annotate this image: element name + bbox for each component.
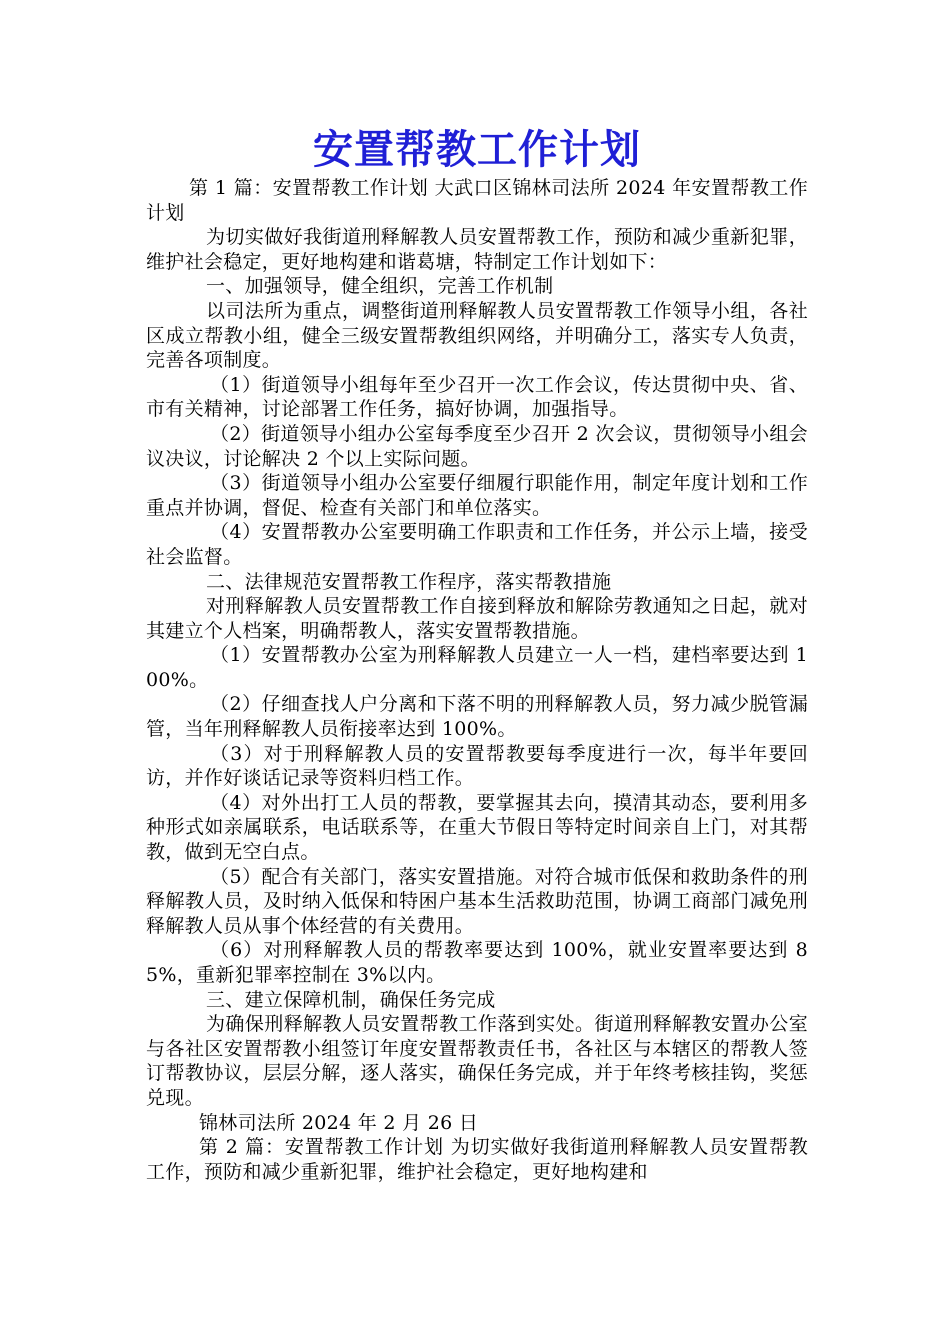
paragraph-section-heading-2: 第 2 篇：安置帮教工作计划 为切实做好我街道刑释解教人员安置帮教工作，预防和减少重新犯罪，维护社会稳定，更好地构建和 bbox=[146, 1136, 808, 1183]
list-item-part-2-1: （1）安置帮教办公室为刑释解教人员建立一人一档，建档率要达到 100%。 bbox=[146, 644, 808, 691]
list-item-part-1-1: （1）街道领导小组每年至少召开一次工作会议，传达贯彻中央、省、市有关精神，讨论部署工作任务，搞好协调，加强指导。 bbox=[146, 373, 808, 421]
list-item-part-1-3: （3）街道领导小组办公室要仔细履行职能作用，制定年度计划和工作重点并协调，督促、检查有关部门和单位落实。 bbox=[146, 472, 808, 519]
heading-part-3: 三、建立保障机制，确保任务完成 bbox=[206, 988, 496, 1011]
list-item-part-1-4: （4）安置帮教办公室要明确工作职责和工作任务，并公示上墙，接受社会监督。 bbox=[146, 521, 808, 568]
list-item-part-2-2: （2）仔细查找人户分离和下落不明的刑释解教人员，努力减少脱管漏管，当年刑释解教人员衔接率达到 100%。 bbox=[146, 693, 808, 741]
list-item-part-1-2: （2）街道领导小组办公室每季度至少召开 2 次会议，贯彻领导小组会议决议，讨论解决 2 个以上实际问题。 bbox=[146, 422, 808, 470]
paragraph-part-1-body: 以司法所为重点，调整街道刑释解教人员安置帮教工作领导小组，各社区成立帮教小组，健全三级安置帮教组织网络，并明确分工，落实专人负责，完善各项制度。 bbox=[146, 299, 808, 372]
paragraph-section-heading-1: 第 1 篇：安置帮教工作计划 大武口区锦林司法所 2024 年安置帮教工作计划 bbox=[146, 177, 808, 224]
heading-part-1: 一、加强领导，健全组织，完善工作机制 bbox=[206, 275, 554, 298]
list-item-part-2-6: （6）对刑释解教人员的帮教率要达到 100%，就业安置率要达到 85%，重新犯罪率控制在 3%以内。 bbox=[146, 939, 808, 986]
list-item-part-2-4: （4）对外出打工人员的帮教，要掌握其去向，摸清其动态，要利用多种形式如亲属联系，电话联系等，在重大节假日等特定时间亲自上门，对其帮教，做到无空白点。 bbox=[146, 791, 808, 864]
paragraph-intro: 为切实做好我街道刑释解教人员安置帮教工作，预防和减少重新犯罪，维护社会稳定，更好地构建和谐葛塘，特制定工作计划如下： bbox=[146, 226, 808, 273]
list-item-part-2-5: （5）配合有关部门，落实安置措施。对符合城市低保和救助条件的刑释解教人员，及时纳入低保和特困户基本生活救助范围，协调工商部门减免刑释解教人员从事个体经营的有关费用。 bbox=[146, 865, 808, 937]
document-body bbox=[146, 124, 808, 1184]
heading-part-2: 二、法律规范安置帮教工作程序，落实帮教措施 bbox=[206, 570, 612, 593]
paragraph-part-2-body: 对刑释解教人员安置帮教工作自接到释放和解除劳教通知之日起，就对其建立个人档案，明确帮教人，落实安置帮教措施。 bbox=[146, 595, 808, 642]
document-title: 安置帮教工作计划 bbox=[313, 127, 641, 173]
list-item-part-2-3: （3）对于刑释解教人员的安置帮教要每季度进行一次，每半年要回访，并作好谈话记录等资料归档工作。 bbox=[146, 742, 808, 790]
signature-date: 锦林司法所 2024 年 2 月 26 日 bbox=[199, 1111, 479, 1134]
paragraph-part-3-body: 为确保刑释解教人员安置帮教工作落到实处。街道刑释解教安置办公室与各社区安置帮教小组签订年度安置帮教责任书，各社区与本辖区的帮教人签订帮教协议，层层分解，逐人落实，确保任务完成，并于年终考核挂钩，奖惩兑现。 bbox=[146, 1013, 808, 1109]
